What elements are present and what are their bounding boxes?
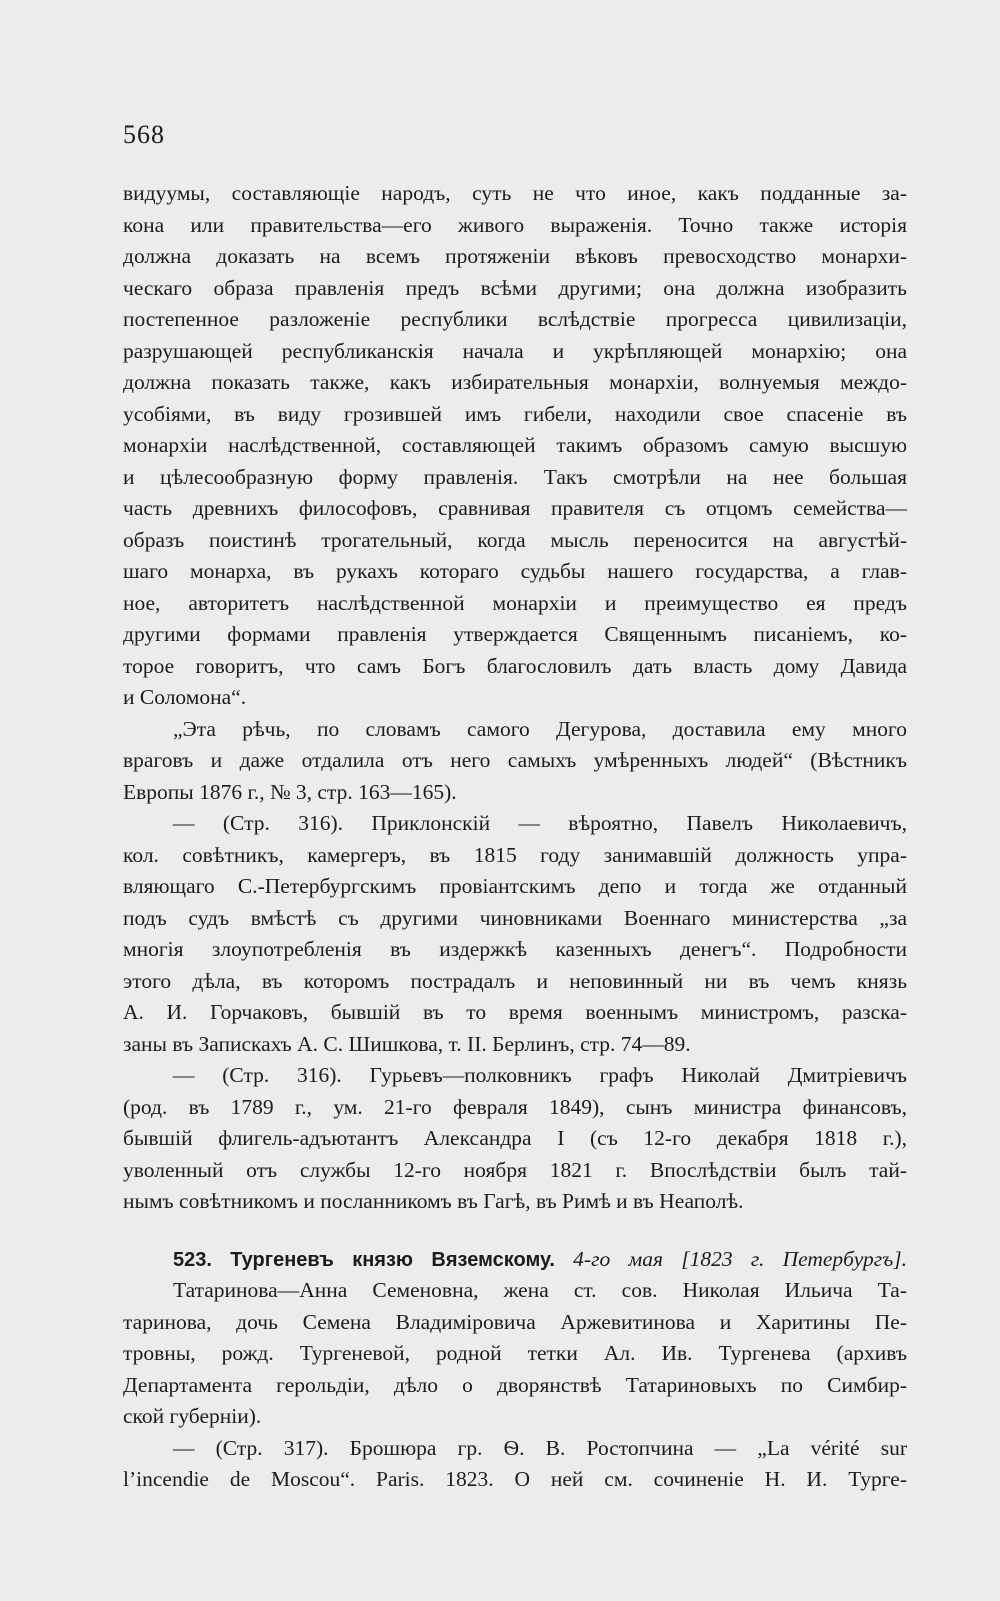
text-line: образъ поистинѣ трогательный, когда мысль переносится на августѣй- [123,527,907,552]
text-line: кол. совѣтникъ, камергеръ, въ 1815 году занимавшій должность упра- [123,842,907,867]
text-line: ческаго образа правленія предъ всѣми другими; она должна изобразить [123,275,907,300]
text-line: кона или правительства—его живого выраженія. Точно также исторія [123,212,907,237]
text-line: — (Стр. 316). Приклонскій — вѣроятно, Павелъ Николаевичъ, [173,811,907,835]
text-line: заны въ Запискахъ А. С. Шишкова, т. II. Берлинъ, стр. 74—89. [123,1031,691,1056]
paragraph [123,714,907,809]
paragraph [123,1275,907,1433]
text-line: шаго монарха, въ рукахъ котораго судьбы нашего государства, а глав- [123,559,907,583]
text-line: часть древнихъ философовъ, сравнивая правителя съ отцомъ семейства— [123,496,907,520]
text-line: бывшій флигель-адъютантъ Александра I (съ 12-го декабря 1818 г.), [123,1126,907,1150]
paragraph [123,1433,907,1496]
paragraph [123,808,907,1060]
text-line: — (Стр. 317). Брошюра гр. Ѳ. В. Ростопчина — „La vérité sur [173,1435,907,1460]
text-line: l’incendie de Moscou“. Paris. 1823. О ней см. сочиненіе Н. И. Турге- [123,1467,907,1491]
text-line: ное, авторитетъ наслѣдственной монархіи и преимущество ея предъ [123,590,907,615]
paragraph [123,178,907,714]
text-line: должна доказать на всемъ протяженіи вѣковъ превосходство монархи- [123,244,907,268]
text-line: ской губерніи). [123,1404,262,1428]
section-title: Тургеневъ князю Вяземскому. [230,1248,555,1271]
page-number: 568 [123,120,165,149]
text-line: „Эта рѣчь, по словамъ самого Дегурова, доставила ему много [173,716,907,741]
text-line: разрушающей республиканскія начала и укрѣпляющей монархію; она [123,338,907,363]
section-number: 523. [173,1248,212,1271]
body-text [123,178,907,1496]
text-line: — (Стр. 316). Гурьевъ—полковникъ графъ Николай Дмитріевичъ [173,1063,907,1087]
section-spacer [123,1218,907,1244]
text-line: Татаринова—Анна Семеновна, жена ст. сов. Николая Ильича Та- [173,1278,907,1302]
section-date: 4-го мая [1823 г. Петербургъ]. [573,1246,908,1271]
text-line: торое говоритъ, что самъ Богъ благословилъ дать власть дому Давида [123,653,907,678]
text-line: этого дѣла, въ которомъ пострадалъ и неповинный ни въ чемъ князь [123,968,907,993]
paragraph [123,1060,907,1218]
text-line: Департамента герольдіи, дѣло о дворянствѣ Татариновыхъ по Симбир- [123,1372,907,1397]
text-line: другими формами правленія утверждается Священнымъ писаніемъ, ко- [123,622,907,646]
text-line: А. И. Горчаковъ, бывшій въ то время военнымъ министромъ, разска- [123,1000,907,1024]
text-line: тровны, рожд. Тургеневой, родной тетки Ал. Ив. Тургенева (архивъ [123,1341,907,1365]
text-line: монархіи наслѣдственной, составляющей такимъ образомъ самую высшую [123,433,907,457]
text-line: нымъ совѣтникомъ и посланникомъ въ Гагѣ, въ Римѣ и въ Неаполѣ. [123,1189,744,1213]
text-line: подъ судъ вмѣстѣ съ другими чиновниками Военнаго министерства „за [123,905,907,930]
text-line: усобіями, въ виду грозившей имъ гибели, находили свое спасеніе въ [123,401,907,426]
text-line: видуумы, составляющіе народъ, суть не что иное, какъ подданные за- [123,181,907,205]
text-line: Европы 1876 г., № 3, стр. 163—165). [123,779,457,804]
text-line: уволенный отъ службы 12-го ноября 1821 г. Впослѣдствіи былъ тай- [123,1157,907,1182]
text-line: и Соломона“. [123,685,247,709]
text-line: вляющаго С.-Петербургскимъ провіантскимъ депо и тогда же отданный [123,874,907,898]
text-line: (род. въ 1789 г., ум. 21-го февраля 1849), сынъ министра финансовъ, [123,1094,907,1119]
text-line: постепенное разложеніе республики вслѣдствіе прогресса цивилизаціи, [123,307,907,331]
text-line: таринова, дочь Семена Владиміровича Аржевитинова и Харитины Пе- [123,1309,907,1334]
text-line: и цѣлесообразную форму правленія. Такъ смотрѣли на нее большая [123,464,907,489]
section-heading [123,1244,907,1276]
text-line: должна показать также, какъ избирательныя монархіи, волнуемыя междо- [123,370,907,394]
text-line: враговъ и даже отдалила отъ него самыхъ умѣренныхъ людей“ (Вѣстникъ [123,748,907,772]
text-line: многія злоупотребленія въ издержкѣ казенныхъ денегъ“. Подробности [123,937,907,961]
